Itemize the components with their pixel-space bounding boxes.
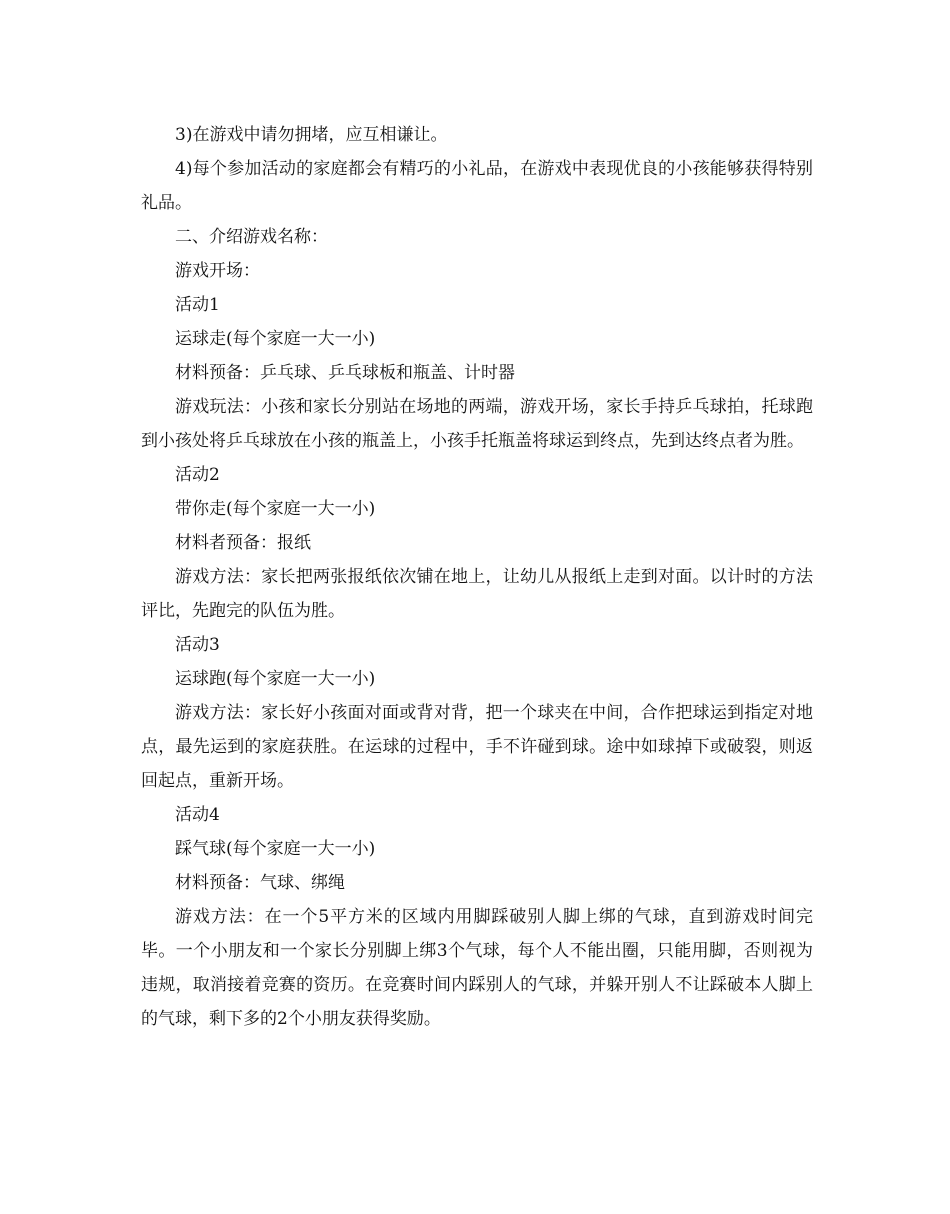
activity-4-rules: 游戏方法：在一个5平方米的区域内用脚踩破别人脚上绑的气球，直到游戏时间完毕。一个小朋友和一个家长分别脚上绑3个气球，每个人不能出圈，只能用脚，否则视为违规，取消接着竞赛的资历。在竞赛时间内踩别人的气球，并躲开别人不让踩破本人脚上的气球，剩下多的2个小朋友获得奖励。 xyxy=(141,907,813,1029)
rule-3-paragraph: 3)在游戏中请勿拥堵，应互相谦让。 xyxy=(175,125,448,145)
section-heading-game-names: 二、介绍游戏名称： xyxy=(175,227,328,247)
activity-1-rules: 游戏玩法：小孩和家长分别站在场地的两端，游戏开场，家长手持乒乓球拍，托球跑到小孩处将乒乓球放在小孩的瓶盖上，小孩手托瓶盖将球运到终点，先到达终点者为胜。 xyxy=(141,397,813,451)
activity-2-title: 带你走(每个家庭一大一小) xyxy=(175,499,376,519)
activity-1-materials: 材料预备：乒乓球、乒乓球板和瓶盖、计时器 xyxy=(175,363,515,383)
activity-4-materials: 材料预备：气球、绑绳 xyxy=(175,873,345,893)
activity-2-materials: 材料者预备：报纸 xyxy=(175,533,311,553)
activity-3-rules: 游戏方法：家长好小孩面对面或背对背，把一个球夹在中间，合作把球运到指定对地点，最先运到的家庭获胜。在运球的过程中，手不许碰到球。途中如球掉下或破裂，则返回起点，重新开场。 xyxy=(141,703,813,791)
activity-4-title: 踩气球(每个家庭一大一小) xyxy=(175,839,376,859)
activity-2-rules: 游戏方法：家长把两张报纸依次铺在地上，让幼儿从报纸上走到对面。以计时的方法评比，先跑完的队伍为胜。 xyxy=(141,567,813,621)
game-opening-heading: 游戏开场： xyxy=(175,261,260,281)
activity-4-heading: 活动4 xyxy=(175,805,220,825)
activity-2-heading: 活动2 xyxy=(175,465,220,485)
activity-3-title: 运球跑(每个家庭一大一小) xyxy=(175,669,376,689)
activity-3-heading: 活动3 xyxy=(175,635,220,655)
document-body xyxy=(141,118,813,1036)
activity-1-title: 运球走(每个家庭一大一小) xyxy=(175,329,376,349)
activity-1-heading: 活动1 xyxy=(175,295,220,315)
rule-4-paragraph: 4)每个参加活动的家庭都会有精巧的小礼品，在游戏中表现优良的小孩能够获得特别礼品。 xyxy=(141,159,813,213)
